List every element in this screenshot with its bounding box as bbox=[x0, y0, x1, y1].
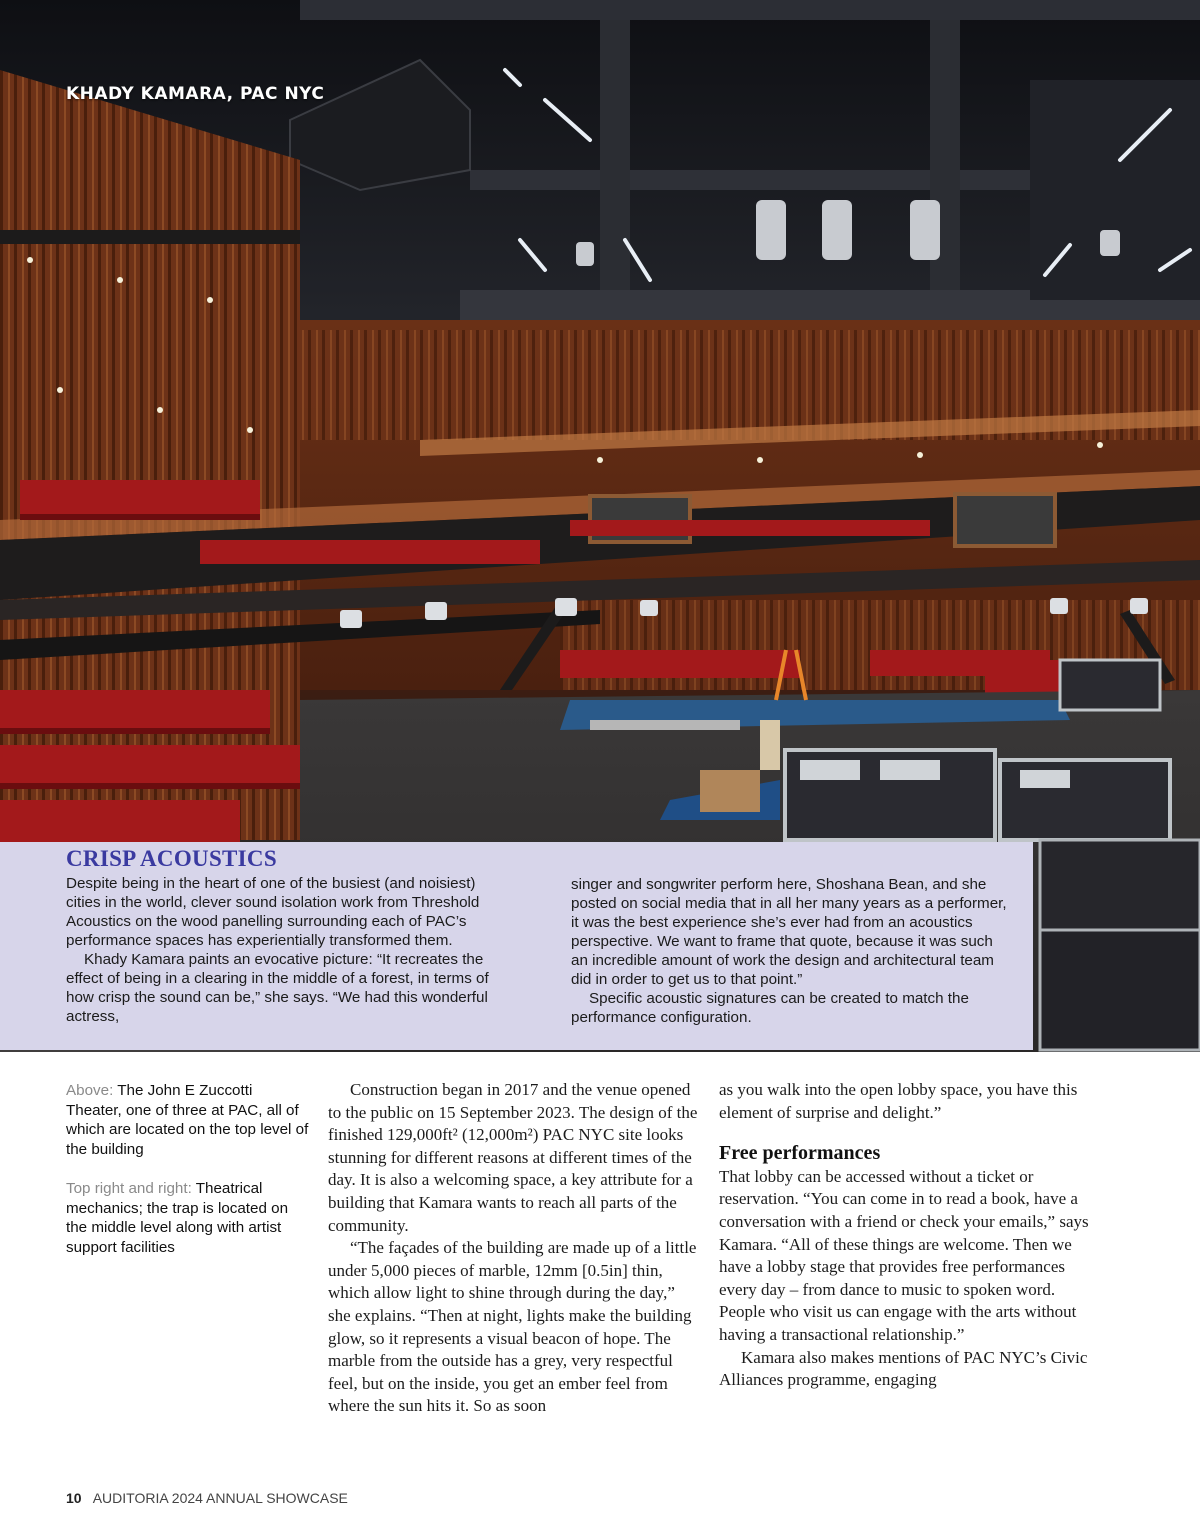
acoustics-paragraph: Despite being in the heart of one of the busiest (and noisiest) cities in the world, clever sound isolation work from Threshold Acoustics on the wood panelling surrounding each of PAC’s performance spaces has experientially transformed them. bbox=[66, 875, 480, 949]
body-paragraph: “The façades of the building are made up of a little under 5,000 pieces of marble, 12mm [0.5in] thin, which allow light to shine through during the day,” she explains. “Then at night, lights make the building glow, so it represents a visual beacon of hope. The marble from the outside has a grey, very respectful feel, but on the inside, you get an ember feel from where the sun hits it. So as soon bbox=[328, 1238, 697, 1416]
acoustics-paragraph: singer and songwriter perform here, Shoshana Bean, and she posted on social media that in all her many years as a performer, it was the best experience she’s ever had from an acoustics perspective. We want to frame that quote, because it was such an incredible amount of work the design and architectural team did in order to get us to that point.” bbox=[571, 876, 1007, 988]
body-column-1 bbox=[328, 1079, 698, 1418]
publication-title: AUDITORIA 2024 ANNUAL SHOWCASE bbox=[92, 1490, 348, 1506]
acoustics-paragraph: Khady Kamara paints an evocative picture: “It recreates the effect of being in a clearing in the middle of a forest, in terms of how crisp the sound can be,” she says. “We had this wonderful actress, bbox=[66, 951, 489, 1025]
section-heading: Free performances bbox=[719, 1142, 881, 1165]
page-number: 10 bbox=[66, 1490, 82, 1506]
body-column-2 bbox=[719, 1079, 1089, 1392]
crisp-acoustics-heading: CRISP ACOUSTICS bbox=[66, 846, 277, 871]
photo-credit: KHADY KAMARA, PAC NYC bbox=[66, 84, 325, 104]
caption-text: Theatrical mechanics; the trap is located on the middle level along with artist support facilities bbox=[66, 1180, 289, 1256]
body-paragraph: That lobby can be accessed without a ticket or reservation. “You can come in to read a book, have a conversation with a friend or check your emails,” says Kamara. “All of these things are welcome. Then we have a lobby stage that provides free performances every day – from dance to music to spoken word. People who visit us can engage with the arts without having a transactional relationship.” bbox=[719, 1166, 1089, 1344]
caption-text: The John E Zuccotti Theater, one of three at PAC, all of which are located on the top level of the building bbox=[66, 1082, 309, 1158]
acoustics-paragraph: Specific acoustic signatures can be created to match the performance configuration. bbox=[571, 990, 969, 1026]
caption-lead: Top right and right: bbox=[66, 1180, 192, 1197]
acoustics-column-2 bbox=[571, 875, 1011, 1027]
body-paragraph: Construction began in 2017 and the venue opened to the public on 15 September 2023. The design of the finished 129,000ft² (12,000m²) PAC NYC site looks stunning for different reasons at different times of the day. It is also a welcoming space, a key attribute for a building that Kamara wants to reach all parts of the community. bbox=[328, 1080, 698, 1235]
body-paragraph: as you walk into the open lobby space, you have this element of surprise and delight.” bbox=[719, 1080, 1078, 1122]
body-paragraph: Kamara also makes mentions of PAC NYC’s Civic Alliances programme, engaging bbox=[719, 1347, 1088, 1390]
caption-above bbox=[66, 1081, 311, 1159]
acoustics-column-1 bbox=[66, 874, 496, 1026]
page-footer bbox=[66, 1490, 348, 1506]
photo-captions bbox=[66, 1081, 311, 1257]
caption-lead: Above: bbox=[66, 1082, 114, 1099]
caption-top-right bbox=[66, 1179, 311, 1257]
crisp-acoustics-panel bbox=[0, 842, 1033, 1050]
